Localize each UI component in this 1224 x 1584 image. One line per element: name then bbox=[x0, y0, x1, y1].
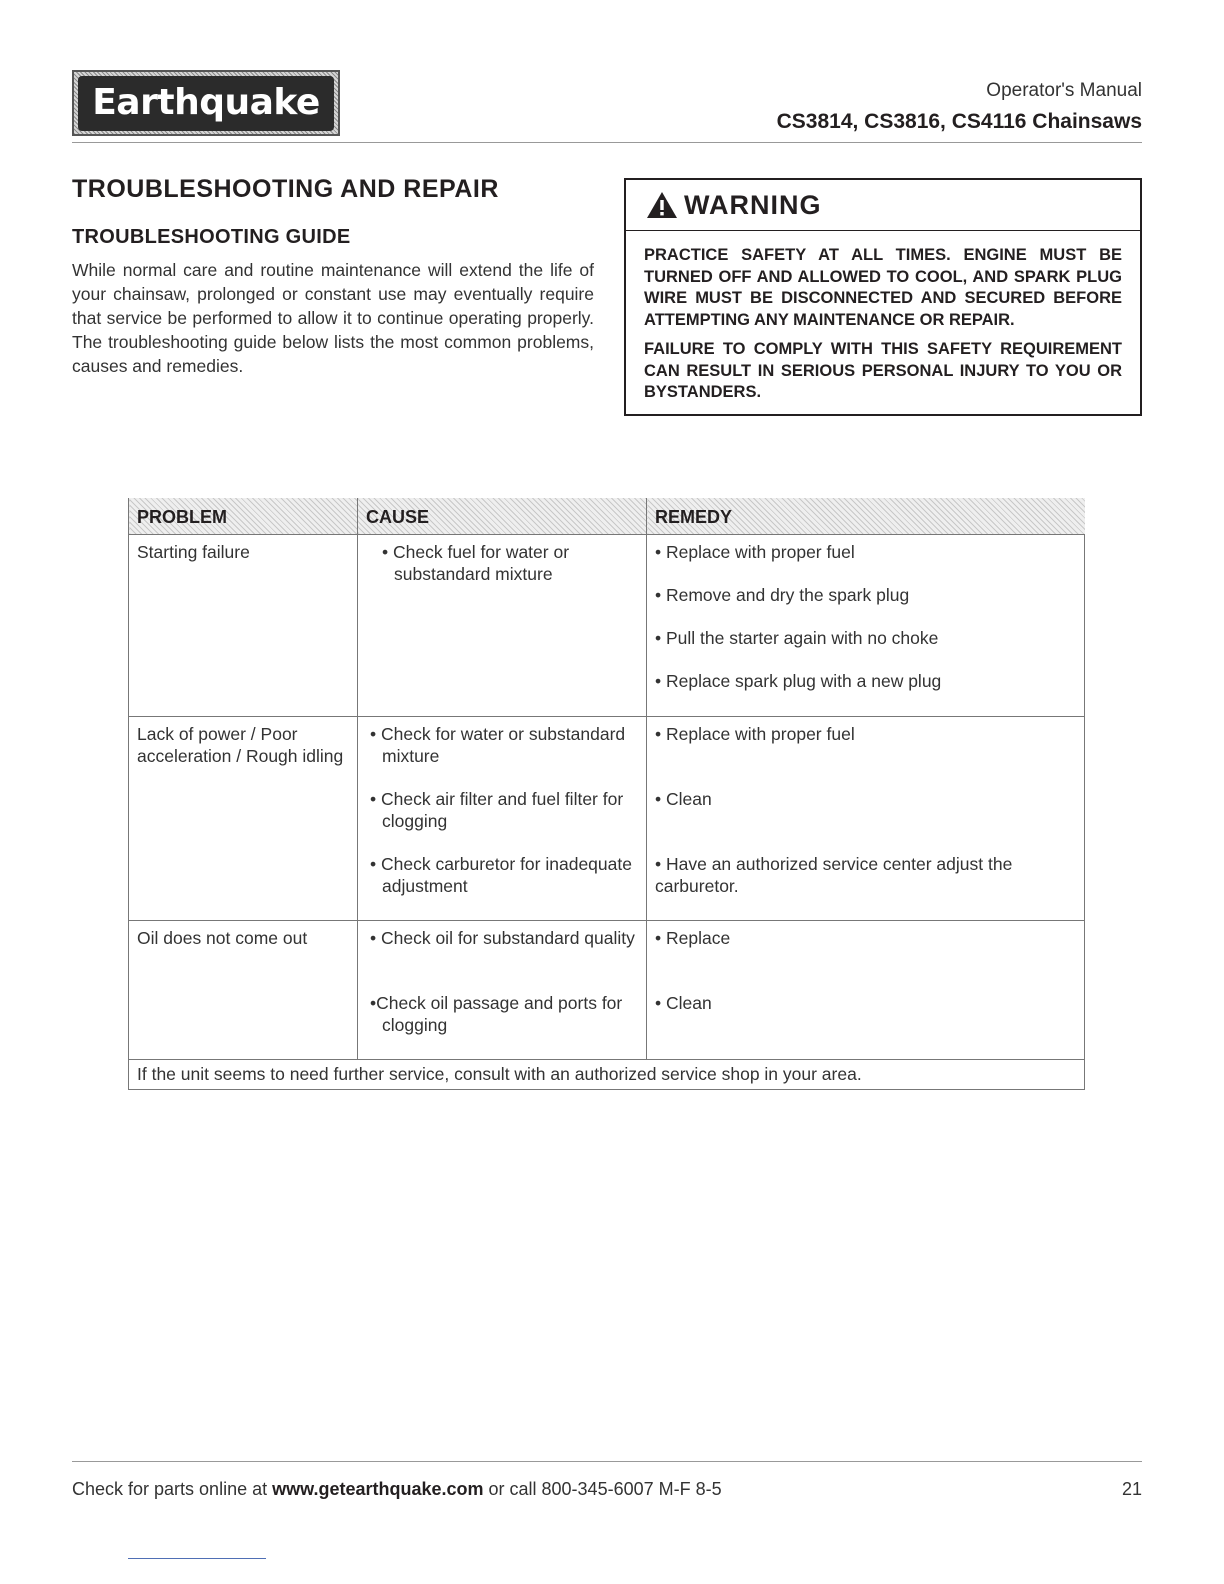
remedy-text: • Replace spark plug with a new plug bbox=[655, 671, 942, 691]
table-footnote-row bbox=[129, 1060, 1085, 1090]
warning-header bbox=[626, 180, 1140, 231]
warning-box bbox=[624, 178, 1142, 416]
remedy-text: • Replace with proper fuel bbox=[655, 542, 855, 562]
remedy-text: • Pull the starter again with no choke bbox=[655, 628, 939, 648]
subsection-title: TROUBLESHOOTING GUIDE bbox=[72, 226, 351, 248]
cause-text: • Check for water or substandard mixture bbox=[370, 724, 626, 766]
problem-cell bbox=[129, 717, 358, 921]
cause-cell bbox=[358, 921, 647, 1060]
problem-cell bbox=[129, 921, 358, 1060]
problem-text: Lack of power / Poor acceleration / Rough idling bbox=[137, 724, 344, 766]
remedy-text: • Replace with proper fuel bbox=[655, 724, 855, 744]
problem-text: Oil does not come out bbox=[137, 928, 308, 948]
footer-text bbox=[72, 1479, 722, 1500]
scan-mark bbox=[128, 1558, 266, 1559]
table-row bbox=[129, 921, 1085, 1060]
remedy-cell bbox=[647, 717, 1085, 921]
remedy-text: • Have an authorized service center adjust the carburetor. bbox=[655, 854, 1013, 896]
warning-paragraph-2: FAILURE TO COMPLY WITH THIS SAFETY REQUIREMENT CAN RESULT IN SERIOUS PERSONAL INJURY TO YOU OR BYSTANDERS. bbox=[644, 340, 1122, 401]
warning-heading: WARNING bbox=[684, 189, 822, 220]
cause-cell bbox=[358, 535, 647, 717]
column-header-problem: PROBLEM bbox=[129, 498, 358, 535]
footer-prefix: Check for parts online at bbox=[72, 1479, 273, 1499]
column-header-cause: CAUSE bbox=[358, 498, 647, 535]
page-number: 21 bbox=[1121, 1479, 1142, 1499]
remedy-text: • Clean bbox=[655, 993, 712, 1013]
models-title: CS3814, CS3816, CS4116 Chainsaws bbox=[776, 110, 1142, 133]
manual-label: Operator's Manual bbox=[986, 80, 1142, 101]
table-row bbox=[129, 535, 1085, 717]
column-header-remedy: REMEDY bbox=[647, 498, 1085, 535]
table-row bbox=[129, 717, 1085, 921]
problem-text: Starting failure bbox=[137, 542, 250, 562]
warning-body bbox=[626, 231, 1140, 404]
warning-paragraph-1: PRACTICE SAFETY AT ALL TIMES. ENGINE MUST BE TURNED OFF AND ALLOWED TO COOL, AND SPARK PLUG WIRE MUST BE DISCONNECTED AND SECURED BEFORE ATTEMPTING ANY MAINTENANCE OR REPAIR. bbox=[644, 246, 1122, 329]
cause-cell bbox=[358, 717, 647, 921]
footer-divider bbox=[72, 1461, 1142, 1462]
warning-triangle-icon bbox=[646, 191, 678, 219]
footer-suffix: or call 800-345-6007 M-F 8-5 bbox=[483, 1479, 722, 1499]
brand-logo bbox=[72, 70, 340, 136]
brand-logo-text: Earthquake bbox=[78, 76, 334, 131]
remedy-text: • Replace bbox=[655, 928, 731, 948]
remedy-text: • Clean bbox=[655, 789, 712, 809]
cause-text: • Check oil for substandard quality bbox=[370, 928, 635, 948]
table-footnote: If the unit seems to need further service, consult with an authorized service shop in your area. bbox=[129, 1060, 1085, 1090]
parts-website-link[interactable]: www.getearthquake.com bbox=[272, 1479, 484, 1499]
remedy-cell bbox=[647, 921, 1085, 1060]
problem-cell bbox=[129, 535, 358, 717]
cause-text: • Check air filter and fuel filter for clogging bbox=[370, 789, 624, 831]
remedy-text: • Remove and dry the spark plug bbox=[655, 585, 910, 605]
cause-text: • Check carburetor for inadequate adjustment bbox=[370, 854, 632, 896]
troubleshooting-table bbox=[128, 498, 1085, 1090]
remedy-cell bbox=[647, 535, 1085, 717]
cause-text: • Check fuel for water or substandard mixture bbox=[382, 542, 570, 584]
table-header-row bbox=[129, 498, 1085, 535]
header-divider bbox=[72, 142, 1142, 143]
intro-paragraph: While normal care and routine maintenance will extend the life of your chainsaw, prolonged or constant use may eventually require that service be performed to allow it to continue operating properly. The troubleshooting guide below lists the most common problems, causes and remedies. bbox=[72, 260, 594, 376]
cause-text: •Check oil passage and ports for clogging bbox=[370, 993, 623, 1035]
section-title: TROUBLESHOOTING AND REPAIR bbox=[72, 175, 499, 203]
